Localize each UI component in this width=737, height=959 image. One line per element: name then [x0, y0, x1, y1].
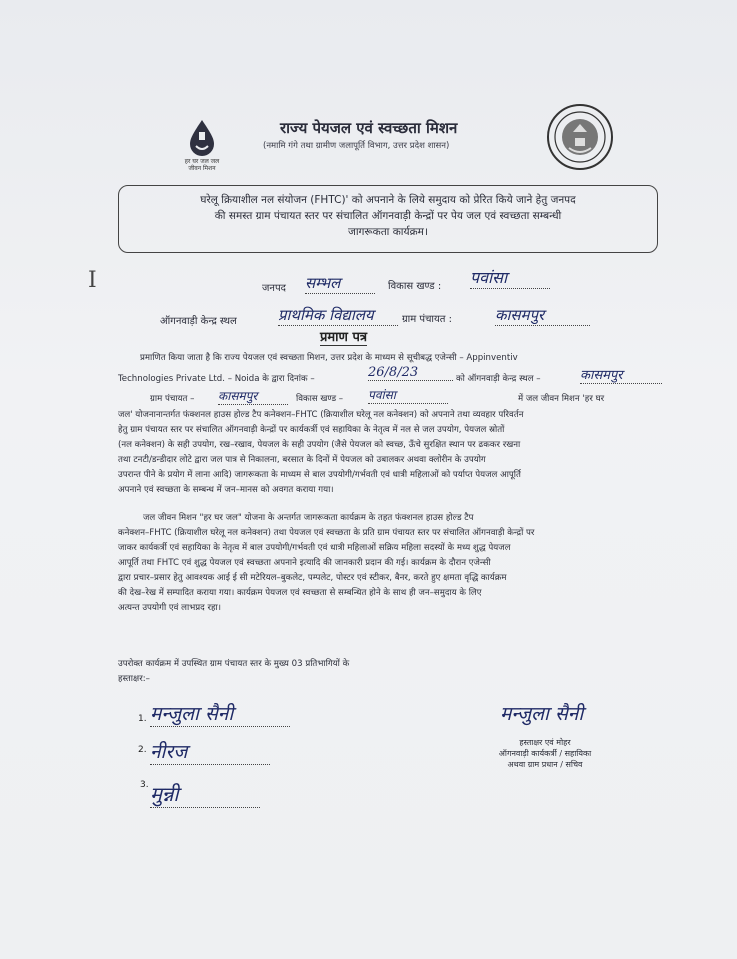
- signature-number: 2.: [138, 745, 147, 755]
- signature-caption-line: ऑगनवाड़ी कार्यकर्त्री / सहायिका: [498, 749, 592, 758]
- para-block: पवांसा: [368, 386, 448, 404]
- para1-line: विकास खण्ड –: [296, 394, 344, 404]
- header-title: राज्य पेयजल एवं स्वच्छता मिशन: [280, 119, 458, 137]
- anganwadi-signature: मन्जुला सैनी: [500, 703, 584, 725]
- signature-intro: हस्ताक्षर:–: [118, 674, 150, 684]
- logo-tagline: हर घर जल जल जीवन मिशन: [184, 158, 220, 172]
- signature-caption-line: अथवा ग्राम प्रधान / सचिव: [507, 760, 583, 769]
- emblem-icon: [545, 102, 615, 172]
- para2-line: जाकर कार्यकर्त्री एवं सहायिका के नेतृत्व में बाल उपयोगी/गर्भवती एवं धात्री महिलाओं सक्रिय महिला सदस्यों के मध्य शुद्ध पेयजल: [118, 543, 511, 553]
- anganwadi-centre-value: प्राथमिक विद्यालय: [278, 305, 398, 326]
- para1-line: उपरान्त पीने के प्रयोग में लाना आदि) जागरूकता के माध्यम से बाल उपयोगी/गर्भवती एवं धात्री महिलाओं को पर्याप्त पेयजल आपूर्ति: [118, 470, 521, 480]
- para2-line: जल जीवन मिशन "हर घर जल" योजना के अन्तर्गत जागरूकता कार्यक्रम के तहत फंक्शनल हाउस होल्ड टैप: [143, 513, 474, 523]
- para1-line: प्रमाणित किया जाता है कि राज्य पेयजल एवं स्वच्छता मिशन, उत्तर प्रदेश के माध्यम से सूचीबद्ध एजेन्सी – Appinventiv: [140, 353, 518, 363]
- signature-intro: उपरोक्त कार्यक्रम में उपस्थित ग्राम पंचायत स्तर के मुख्य 03 प्रतिभागियों के: [118, 659, 350, 669]
- program-banner: [118, 185, 658, 253]
- margin-marker: I: [88, 268, 97, 293]
- para2-line: की देख–रेख में सम्पादित कराया गया। कार्यक्रम पेयजल एवं स्वच्छता से सम्बन्धित होने के साथ ही जन–समुदाय के लिए: [118, 588, 482, 598]
- participant-signature: नीरज: [150, 738, 270, 765]
- para-gram-panchayat: कासमपुर: [218, 387, 288, 405]
- para1-line: तथा टनटी/डन्डीदार लोटे द्वारा जल पात्र से निकालना, बरसात के दिनों में पेयजल को उबालकर अथवा क्लोरीन के उपयोग: [118, 455, 486, 465]
- para1-line: हेतु ग्राम पंचायत स्तर पर संचालित ऑगनवाड़ी केन्द्रों पर कार्यकर्त्री एवं सहायिका के नेतृत्व में नल से जल उपयोग, पेयजल स्रोतों: [118, 425, 505, 435]
- header-subtitle: (नमामि गंगे तथा ग्रामीण जलापूर्ति विभाग, उत्तर प्रदेश शासन): [263, 141, 450, 151]
- gram-panchayat-value: कासमपुर: [495, 305, 590, 326]
- para1-line: अपनाने एवं स्वच्छता के सम्बन्ध में जन–मानस को अवगत कराया गया।: [118, 485, 334, 495]
- para1-line: ग्राम पंचायत –: [150, 394, 195, 404]
- signature-number: 1.: [138, 714, 147, 724]
- block-value: पवांसा: [470, 266, 550, 289]
- banner-line: की समस्त ग्राम पंचायत स्तर पर संचालित ऑगनवाड़ी केन्द्रों पर पेय जल एवं स्वच्छता सम्बन्धी: [214, 210, 562, 222]
- participant-signature: मुन्नी: [150, 780, 260, 808]
- district-label: जनपद: [262, 283, 286, 294]
- para2-line: अत्यन्त उपयोगी एवं लाभप्रद रहा।: [118, 603, 222, 613]
- para1-line: को ऑगनवाड़ी केन्द्र स्थल –: [456, 374, 541, 384]
- para2-line: द्वारा प्रचार–प्रसार हेतु आवश्यक आई ई सी मटेरियल–बुकलेट, पम्पलेट, पोस्टर एवं स्टीकर, बैनर, करते हुए क्षमता वृद्धि कार्यक्रम: [118, 573, 507, 583]
- banner-line: घरेलू क्रियाशील नल संयोजन (FHTC)' को अपनाने के लिये समुदाय को प्रेरित किये जाने हेतु जनपद: [200, 194, 576, 206]
- signature-caption: [470, 737, 620, 770]
- participant-signature: मन्जुला सैनी: [150, 700, 290, 727]
- para1-line: (नल कनेक्शन) के सही उपयोग, रख–रखाव, पेयजल के सही उपयोग (जैसे पेयजल को स्वच्छ, ऊँचे सुरक्षित स्थान पर ढककर रखना: [118, 440, 521, 450]
- centre-place: कासमपुर: [580, 365, 662, 384]
- para1-line: में जल जीवन मिशन 'हर घर: [518, 394, 605, 404]
- district-value: सम्भल: [305, 273, 375, 294]
- anganwadi-centre-label: ऑगनवाड़ी केन्द्र स्थल: [160, 316, 237, 327]
- para2-line: कनेक्शन–FHTC (क्रियाशील घरेलू नल कनेक्शन) तथा पेयजल एवं स्वच्छता के प्रति ग्राम पंचायत स्तर पर संचालित ऑगनवाड़ी केन्द्रों पर: [118, 528, 535, 538]
- para2-line: आपूर्ति तथा FHTC एवं शुद्ध पेयजल एवं स्वच्छता अपनाने इत्यादि की जानकारी प्रदान की गई। कार्यक्रम के दौरान एजेन्सी: [118, 558, 491, 568]
- para1-line: जल' योजनानान्तर्गत फंक्शनल हाउस होल्ड टैप कनेक्शन–FHTC (क्रियाशील घरेलू नल कनेक्शन) को अपनाने तथा व्यवहार परिवर्तन: [118, 410, 524, 420]
- signature-number: 3.: [140, 780, 149, 790]
- gram-panchayat-label: ग्राम पंचायत :: [402, 314, 453, 325]
- certificate-title: प्रमाण पत्र: [320, 327, 367, 346]
- signature-caption-line: हस्ताक्षर एवं मोहर: [519, 738, 571, 747]
- banner-line: जागरूकता कार्यक्रम।: [348, 226, 428, 238]
- para1-line: Technologies Private Ltd. – Noida के द्वारा दिनांक –: [118, 374, 315, 384]
- block-label: विकास खण्ड :: [388, 281, 442, 292]
- program-date: 26/8/23: [368, 365, 453, 381]
- water-drop-logo-icon: [178, 118, 226, 184]
